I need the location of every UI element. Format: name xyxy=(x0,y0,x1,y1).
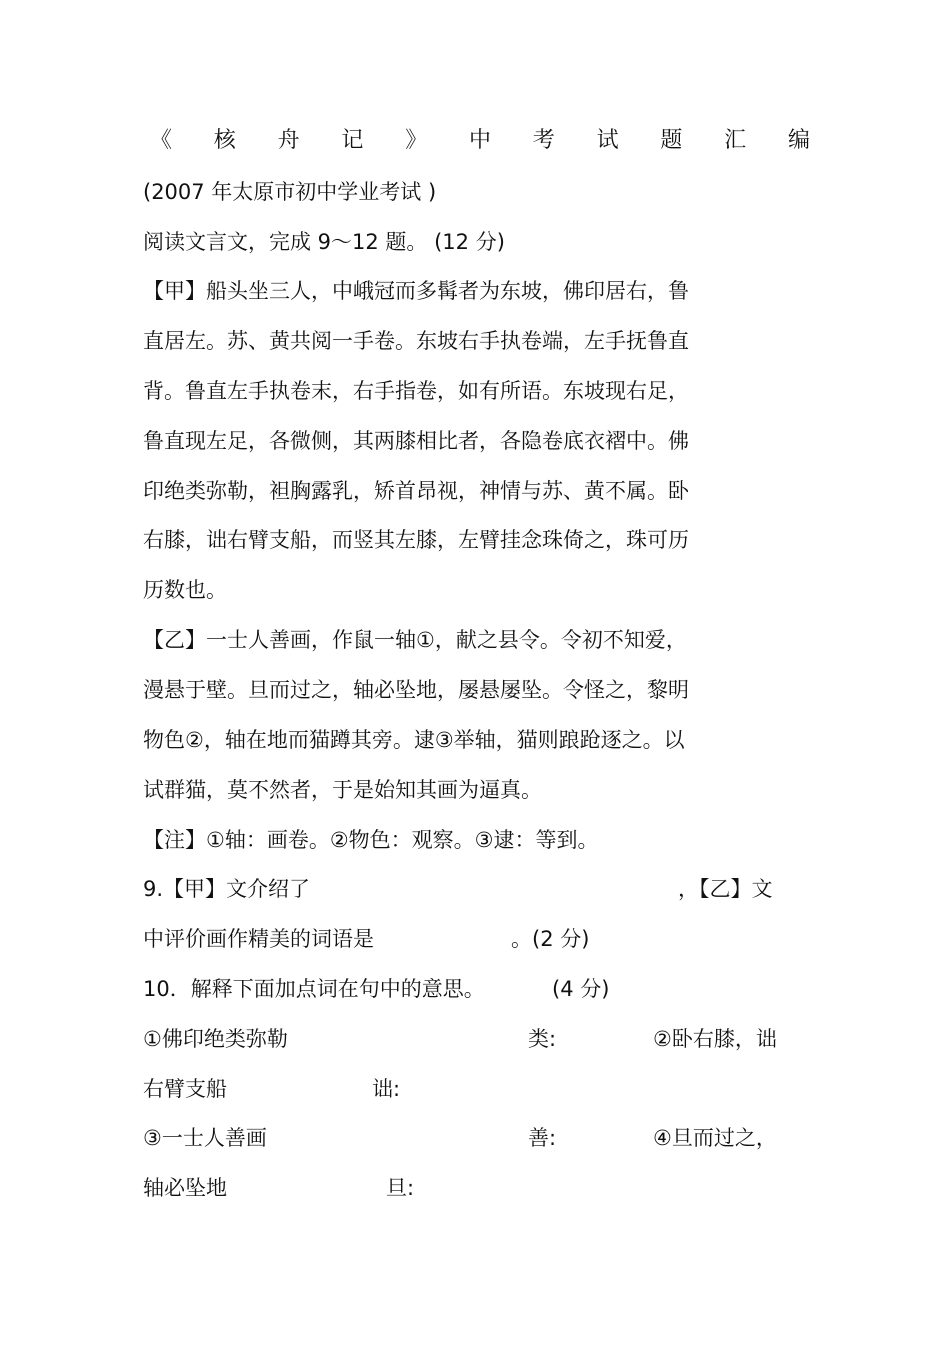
q9-text: ，【乙】文 xyxy=(678,877,773,901)
title-char: 编 xyxy=(787,128,810,153)
passage-line: 漫悬于壁。旦而过之，轴必坠地，屡悬屡坠。令怪之，黎明 xyxy=(143,678,689,702)
title-char: 舟 xyxy=(277,128,300,153)
title-char: 题 xyxy=(660,128,683,153)
passage-line: 鲁直现左足，各微侧，其两膝相比者，各隐卷底衣褶中。佛 xyxy=(143,429,689,453)
q10-item: ②卧右膝，诎 xyxy=(653,1027,777,1051)
q10-score: (4 分) xyxy=(552,977,610,1001)
q10-stem: 10．解释下面加点词在句中的意思。 xyxy=(143,977,485,1001)
title-char: 《 xyxy=(150,128,173,153)
instruction: 阅读文言文，完成 9～12 题。 (12 分) xyxy=(143,230,505,254)
q9-text: 中评价画作精美的词语是 xyxy=(143,927,374,951)
passage-line: 右膝，诎右臂支船，而竖其左膝，左臂挂念珠倚之，珠可历 xyxy=(143,528,689,552)
exam-source: (2007 年太原市初中学业考试 ) xyxy=(143,180,437,204)
notes: 【注】①轴：画卷。②物色：观察。③逮：等到。 xyxy=(143,828,599,852)
q9-score: 。(2 分) xyxy=(511,927,590,951)
answer-label: 诎: xyxy=(372,1077,401,1101)
answer-label: 类: xyxy=(528,1027,557,1051)
passage-line: 【甲】船头坐三人，中峨冠而多髯者为东坡，佛印居右，鲁 xyxy=(143,279,689,303)
q10-item: 轴必坠地 xyxy=(143,1176,227,1200)
passage-line: 【乙】一士人善画，作鼠一轴①，献之县令。令初不知爱， xyxy=(143,628,687,652)
passage-line: 物色②，轴在地而猫蹲其旁。逮③举轴，猫则踉跄逐之。以 xyxy=(143,728,685,752)
answer-label: 旦: xyxy=(386,1176,415,1200)
q10-item: 右臂支船 xyxy=(143,1077,227,1101)
passage-line: 试群猫，莫不然者，于是始知其画为逼真。 xyxy=(143,778,542,802)
q10-item: ④旦而过之， xyxy=(653,1126,777,1150)
passage-line: 直居左。苏、黄共阅一手卷。东坡右手执卷端，左手抚鲁直 xyxy=(143,329,689,353)
q10-item: ③一士人善画 xyxy=(143,1126,267,1150)
passage-line: 背。鲁直左手执卷末，右手指卷，如有所语。东坡现右足， xyxy=(143,379,689,403)
q10-item: ①佛印绝类弥勒 xyxy=(143,1027,288,1051)
title-char: 记 xyxy=(341,128,364,153)
document-title xyxy=(150,127,810,155)
title-char: 中 xyxy=(468,128,491,153)
passage-line: 印绝类弥勒，袒胸露乳，矫首昂视，神情与苏、黄不属。卧 xyxy=(143,479,689,503)
title-char: 试 xyxy=(596,128,619,153)
title-char: 核 xyxy=(213,128,236,153)
answer-label: 善: xyxy=(528,1126,557,1150)
q9-text: 9.【甲】文介绍了 xyxy=(143,877,311,901)
title-char: 汇 xyxy=(724,128,747,153)
title-char: 考 xyxy=(532,128,555,153)
passage-line: 历数也。 xyxy=(143,578,227,602)
title-char: 》 xyxy=(405,128,428,153)
